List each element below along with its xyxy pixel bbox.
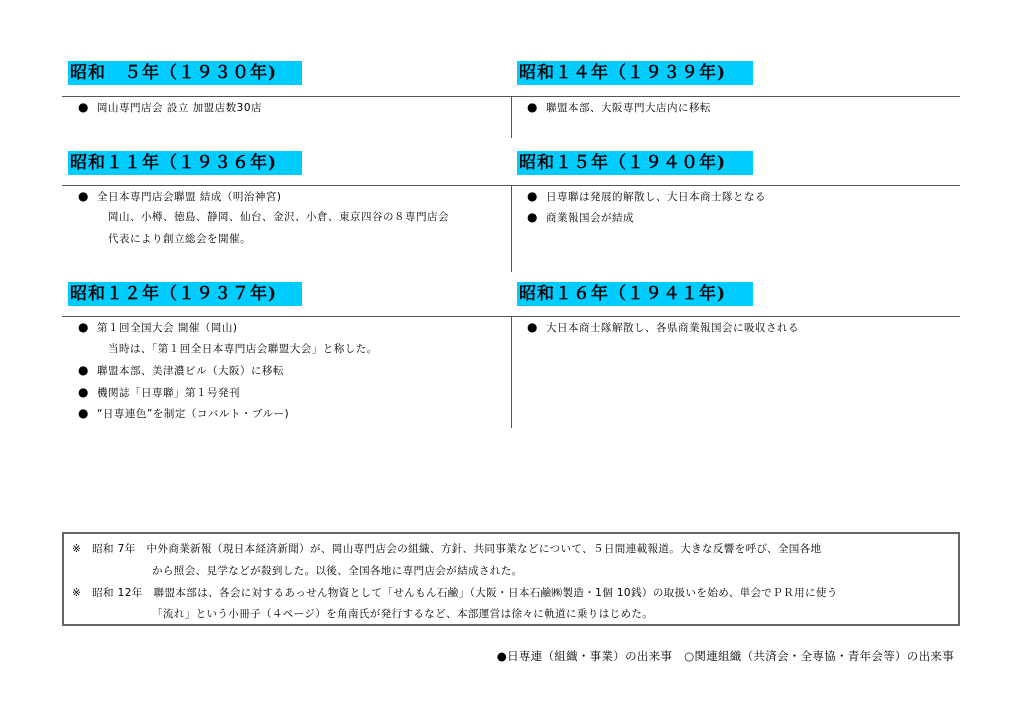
bullet-icon: ●: [78, 320, 89, 334]
bullet-icon: ●: [78, 385, 89, 399]
list-item: ● 全日本専門店会聯盟 結成（明治神宮): [78, 189, 282, 203]
bullet-icon: ●: [78, 189, 89, 203]
section-header-1936: 昭和１１年（１９３６年): [68, 151, 302, 175]
section-divider-1930: [511, 96, 512, 138]
section-header-1930: 昭和 ５年（１９３０年): [68, 61, 302, 85]
bullet-icon: ●: [78, 406, 89, 420]
list-item: ● 機関誌「日専聯」第１号発刊: [78, 385, 240, 399]
list-item: ● 大日本商士隊解散し、各県商業報国会に吸収される: [527, 320, 799, 334]
note-2-line-1: ※ 昭和 12年 聯盟本部は、各会に対するあっせん物資として「せんもん石鹼」（大阪・日本石鹼㈱製造・1個 10銭）の取扱いを始め、単会でＰＲ用に使う: [72, 587, 838, 599]
list-item: ● 商業報国会が結成: [527, 210, 634, 224]
note-1-line-1: ※ 昭和 7年 中外商業新報（現日本経済新聞）が、岡山専門店会の組織、方針、共同事業などについて、５日間連載報道。大きな反響を呼び、全国各地: [72, 543, 822, 555]
section-rule-1930: [62, 96, 512, 97]
note-1-line-2: から照会、見学などが殺到した。以後、全国各地に専門店会が結成された。: [152, 565, 523, 577]
note-2-line-2: 「流れ」という小冊子（４ページ）を角南氏が発行するなど、本部運営は徐々に軌道に乗りはじめた。: [152, 608, 654, 620]
list-item-continuation: 当時は、「第１回全日本専門店会聯盟大会」と称した。: [108, 343, 378, 355]
section-rule-1939: [511, 96, 960, 97]
list-item: ● 第１回全国大会 開催（岡山): [78, 320, 238, 334]
legend: ●日専連（組織・事業）の出来事 ○関連組織（共済会・全専協・青年会等）の出来事: [496, 649, 954, 663]
list-item: ● 日専聯は発展的解散し、大日本商士隊となる: [527, 189, 766, 203]
section-divider-1936: [511, 185, 512, 272]
section-rule-1941: [511, 316, 960, 317]
list-item: ● 聯盟本部、大阪専門大店内に移転: [527, 100, 711, 114]
section-header-1937: 昭和１２年（１９３７年): [68, 282, 302, 306]
list-item-continuation: 代表により創立総会を開催。: [108, 233, 251, 245]
section-header-1939: 昭和１４年（１９３９年): [517, 61, 753, 85]
section-header-1940: 昭和１５年（１９４０年): [517, 151, 753, 175]
section-rule-1936: [62, 185, 512, 186]
section-header-1941: 昭和１６年（１９４１年): [517, 282, 753, 306]
bullet-icon: ●: [78, 100, 89, 114]
list-item: ● 岡山専門店会 設立 加盟店数30店: [78, 100, 263, 114]
list-item: ● “日専連色”を制定（コバルト・ブルー): [78, 406, 290, 420]
notes-box: [62, 532, 960, 626]
bullet-icon: ●: [527, 320, 538, 334]
bullet-icon: ●: [527, 100, 538, 114]
bullet-icon: ●: [527, 189, 538, 203]
section-divider-1937: [511, 316, 512, 428]
section-rule-1937: [62, 316, 512, 317]
section-rule-1940: [511, 185, 960, 186]
bullet-icon: ●: [527, 210, 538, 224]
list-item-continuation: 岡山、小樽、徳島、静岡、仙台、金沢、小倉、東京四谷の８専門店会: [108, 211, 449, 223]
list-item: ● 聯盟本部、美津濃ビル（大阪）に移転: [78, 363, 284, 377]
bullet-icon: ●: [78, 363, 89, 377]
